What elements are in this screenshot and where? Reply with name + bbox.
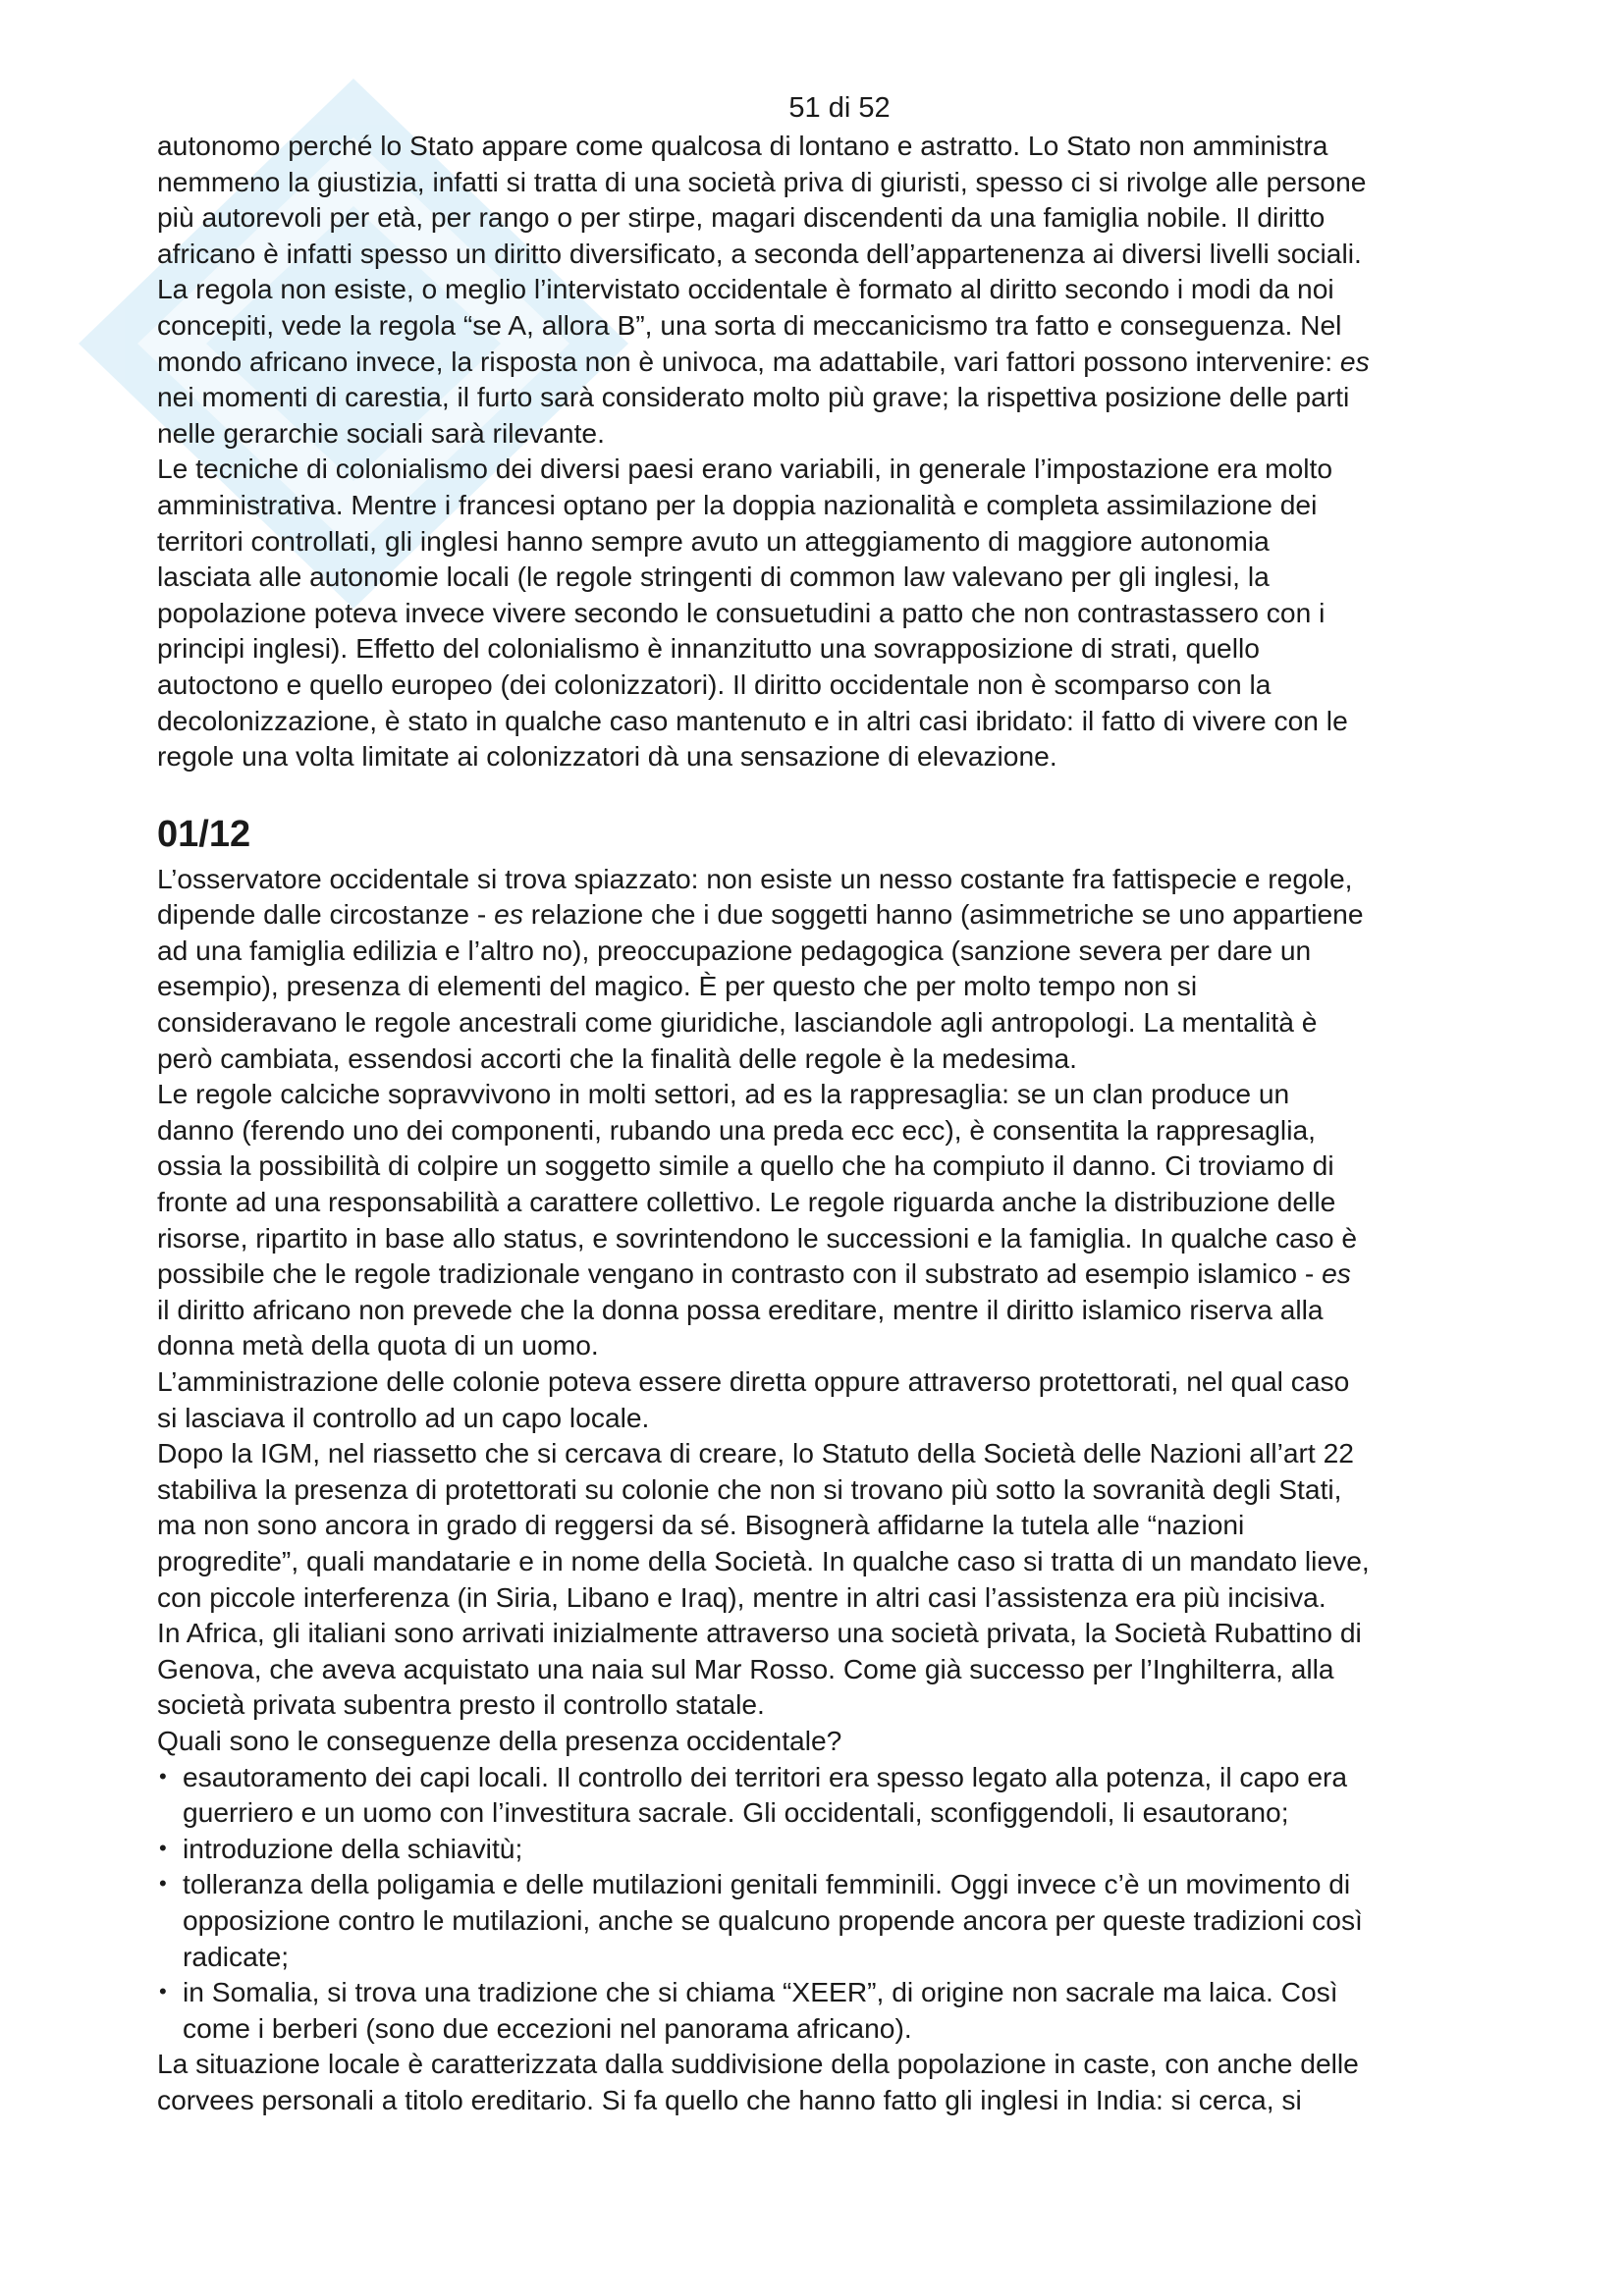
bullet-icon: • — [159, 1871, 167, 1896]
paragraph-text: autonomo perché lo Stato appare come qualcosa di lontano e astratto. Lo Stato non amministra nemmeno la giustizia, infatti si tratta di una società priva di giuristi, spesso ci si rivolge alle persone più autorevoli per età, per rango o per stirpe, magari discendenti da una famiglia nobile. Il diritto africano è infatti spesso un diritto diversificato, a seconda dell’appartenenza ai diversi livelli sociali. La regola non esiste, o meglio l’intervistato occidentale è formato al diritto secondo i modi da noi concepiti, vede la regola “se A, allora B”, una sorta di meccanicismo tra fatto e conseguenza. Nel mondo africano invece, la risposta non è univoca, ma adattabile, vari fattori possono intervenire: — [157, 130, 1367, 377]
es-abbreviation: es — [1339, 345, 1370, 377]
paragraph — [157, 1076, 1492, 1363]
paragraph-text: L’osservatore occidentale si trova spiazzato: non esiste un nesso costante fra fattispecie e regole, dipende dalle circostanze - — [157, 862, 1353, 931]
paragraph-text: relazione che i due soggetti hanno (asimmetriche se uno appartiene ad una famiglia edilizia e l’altro no), preoccupazione pedagogica (sanzione severa per dare un esempio), presenza di elementi del magico. È per questo che per molto tempo non si consideravano le regole ancestrali come giuridiche, lasciandole agli antropologi. La mentalità è però cambiata, essendosi accorti che la finalità delle regole è la medesima. — [157, 898, 1364, 1074]
list-item-text: tolleranza della poligamia e delle mutilazioni genitali femminili. Oggi invece c’è un movimento di opposizione contro le mutilazioni, anche se qualcuno propende ancora per queste tradizioni così radicate; — [183, 1868, 1363, 1972]
list-item — [157, 1974, 1492, 2046]
bullet-icon: • — [159, 1979, 167, 2004]
paragraph: In Africa, gli italiani sono arrivati inizialmente attraverso una società privata, la Società Rubattino di Genova, che aveva acquistato una naia sul Mar Rosso. Come già successo per l’Inghilterra, alla società privata subentra presto il controllo statale. — [157, 1617, 1362, 1721]
paragraph-text: Le regole calciche sopravvivono in molti settori, ad es la rappresaglia: se un clan produce un danno (ferendo uno dei componenti, rubando una preda ecc ecc), è consentita la rappresaglia, ossia la possibilità di colpire un soggetto simile a quello che ha compiuto il danno. Ci troviamo di fronte ad una responsabilità a carattere collettivo. Le regole riguarda anche la distribuzione delle risorse, ripartito in base allo status, e sovrintendono le successioni e la famiglia. In qualche caso è possibile che le regole tradizionale vengano in contrasto con il substrato ad esempio islamico - — [157, 1078, 1358, 1290]
es-abbreviation: es — [494, 898, 523, 931]
paragraph-text: il diritto africano non prevede che la donna possa ereditare, mentre il diritto islamico riserva alla donna metà della quota di un uomo. — [157, 1293, 1324, 1362]
paragraph — [157, 128, 1492, 451]
paragraph: Quali sono le conseguenze della presenza occidentale? — [157, 1724, 842, 1756]
list-item — [157, 1831, 1492, 1867]
page-number: 51 di 52 — [788, 92, 891, 124]
document-page — [157, 90, 1492, 2117]
list-item — [157, 1759, 1492, 1831]
section-heading: 01/12 — [157, 813, 251, 855]
es-abbreviation: es — [1322, 1257, 1351, 1290]
bullet-list — [157, 1759, 1492, 2047]
paragraph: Dopo la IGM, nel riassetto che si cercava di creare, lo Statuto della Società delle Nazioni all’art 22 stabiliva la presenza di protettorati su colonie che non si trovano più sotto la sovranità degli Stati, ma non sono ancora in grado di reggersi da sé. Bisognerà affidarne la tutela alle “nazioni progredite”, quali mandatarie e in nome della Società. In qualche caso si tratta di un mandato lieve, con piccole interferenza (in Siria, Libano e Iraq), mentre in altri casi l’assistenza era più incisiva. — [157, 1437, 1370, 1613]
paragraph: L’amministrazione delle colonie poteva essere diretta oppure attraverso protettorati, nel qual caso si lasciava il controllo ad un capo locale. — [157, 1365, 1350, 1433]
list-item-text: in Somalia, si trova una tradizione che si chiama “XEER”, di origine non sacrale ma laica. Così come i berberi (sono due eccezioni nel panorama africano). — [183, 1976, 1338, 2044]
bullet-icon: • — [159, 1763, 167, 1789]
paragraph: La situazione locale è caratterizzata dalla suddivisione della popolazione in caste, con anche delle corvees personali a titolo ereditario. Si fa quello che hanno fatto gli inglesi in India: si cerca, si — [157, 2048, 1359, 2115]
list-item-text: esautoramento dei capi locali. Il controllo dei territori era spesso legato alla potenza, il capo era guerriero e un uomo con l’investitura sacrale. Gli occidentali, sconfiggendoli, li esautorano; — [183, 1760, 1348, 1829]
paragraph: Le tecniche di colonialismo dei diversi paesi erano variabili, in generale l’impostazione era molto amministrativa. Mentre i francesi optano per la doppia nazionalità e completa assimilazione dei territori controllati, gli inglesi hanno sempre avuto un atteggiamento di maggiore autonomia lasciata alle autonomie locali (le regole stringenti di common law valevano per gli inglesi, la popolazione poteva invece vivere secondo le consuetudini a patto che non contrastassero con i principi inglesi). Effetto del colonialismo è innanzitutto una sovrapposizione di strati, quello autoctono e quello europeo (dei colonizzatori). Il diritto occidentale non è scomparso con la decolonizzazione, è stato in qualche caso mantenuto e in altri casi ibridato: il fatto di vivere con le regole una volta limitate ai colonizzatori dà una sensazione di elevazione. — [157, 453, 1348, 773]
list-item — [157, 1866, 1492, 1974]
paragraph — [157, 861, 1492, 1077]
paragraph-text: nei momenti di carestia, il furto sarà considerato molto più grave; la rispettiva posizione delle parti nelle gerarchie sociali sarà rilevante. — [157, 381, 1350, 449]
bullet-icon: • — [159, 1835, 167, 1860]
list-item-text: introduzione della schiavitù; — [183, 1832, 523, 1864]
